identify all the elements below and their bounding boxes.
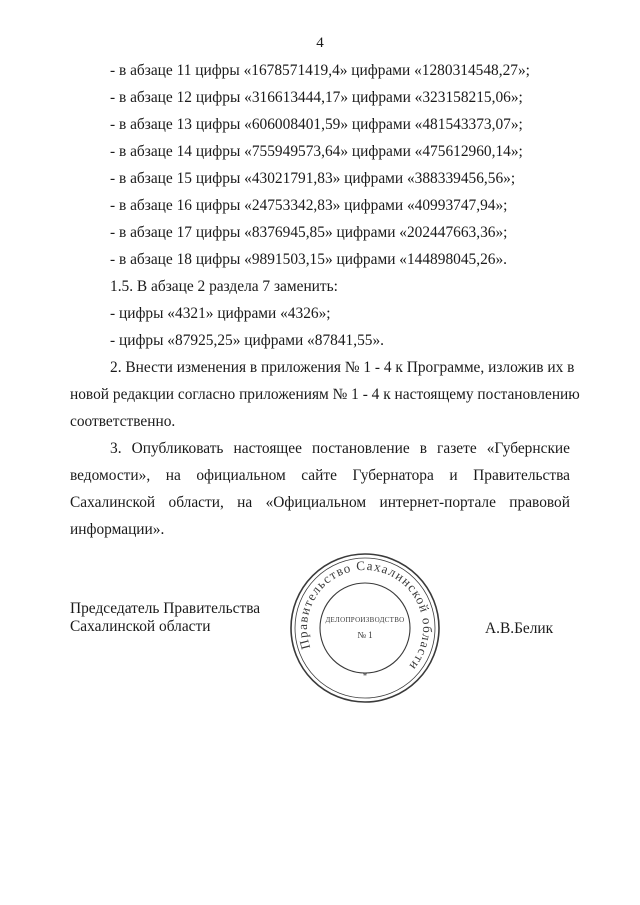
point-2-line: соответственно.: [70, 413, 176, 430]
amendment-line: - в абзаце 11 цифры «1678571419,4» цифрами «1280314548,27»;: [110, 62, 530, 79]
page-number: 4: [316, 35, 324, 51]
amendment-line: - в абзаце 13 цифры «606008401,59» цифрами «481543373,07»;: [110, 116, 523, 133]
section-1-5-item: - цифры «4321» цифрами «4326»;: [110, 305, 331, 322]
stamp-inner-line1: ДЕЛОПРОИЗВОДСТВО: [325, 616, 405, 624]
section-1-5-item: - цифры «87925,25» цифрами «87841,55».: [110, 332, 385, 349]
point-3-line: информации».: [70, 521, 165, 538]
svg-text:*: *: [362, 671, 368, 681]
point-3-line: Сахалинской области, на «Официальном интернет-портале правовой: [70, 494, 570, 511]
signatory-position: [70, 600, 260, 636]
point-2-line: 2. Внести изменения в приложения № 1 - 4 к Программе, изложив их в: [110, 359, 575, 376]
signatory-name: А.В.Белик: [485, 620, 554, 637]
svg-text:Правительство Сахалинской обла: [285, 548, 445, 708]
amendment-line: - в абзаце 18 цифры «9891503,15» цифрами «144898045,26».: [110, 251, 508, 268]
amendment-line: - в абзаце 14 цифры «755949573,64» цифрами «475612960,14»;: [110, 143, 523, 160]
signatory-position-line2: Сахалинской области: [70, 618, 211, 635]
amendment-line: - в абзаце 15 цифры «43021791,83» цифрами «388339456,56»;: [110, 170, 516, 187]
amendment-line: - в абзаце 12 цифры «316613444,17» цифрами «323158215,06»;: [110, 89, 523, 106]
point-3-line: ведомости», на официальном сайте Губернатора и Правительства: [70, 467, 570, 484]
official-seal-stamp: [285, 548, 445, 708]
stamp-inner-line2: № 1: [357, 630, 373, 640]
amendment-line: - в абзаце 17 цифры «8376945,85» цифрами «202447663,36»;: [110, 224, 508, 241]
point-3-line: 3. Опубликовать настоящее постановление в газете «Губернские: [110, 440, 570, 457]
amendment-line: - в абзаце 16 цифры «24753342,83» цифрами «40993747,94»;: [110, 197, 508, 214]
stamp-outer-text: Правительство Сахалинской области: [294, 557, 436, 675]
section-1-5-heading: 1.5. В абзаце 2 раздела 7 заменить:: [110, 278, 338, 295]
point-2-line: новой редакции согласно приложениям № 1 - 4 к настоящему постановлению: [70, 386, 580, 403]
signatory-position-line1: Председатель Правительства: [70, 600, 261, 617]
